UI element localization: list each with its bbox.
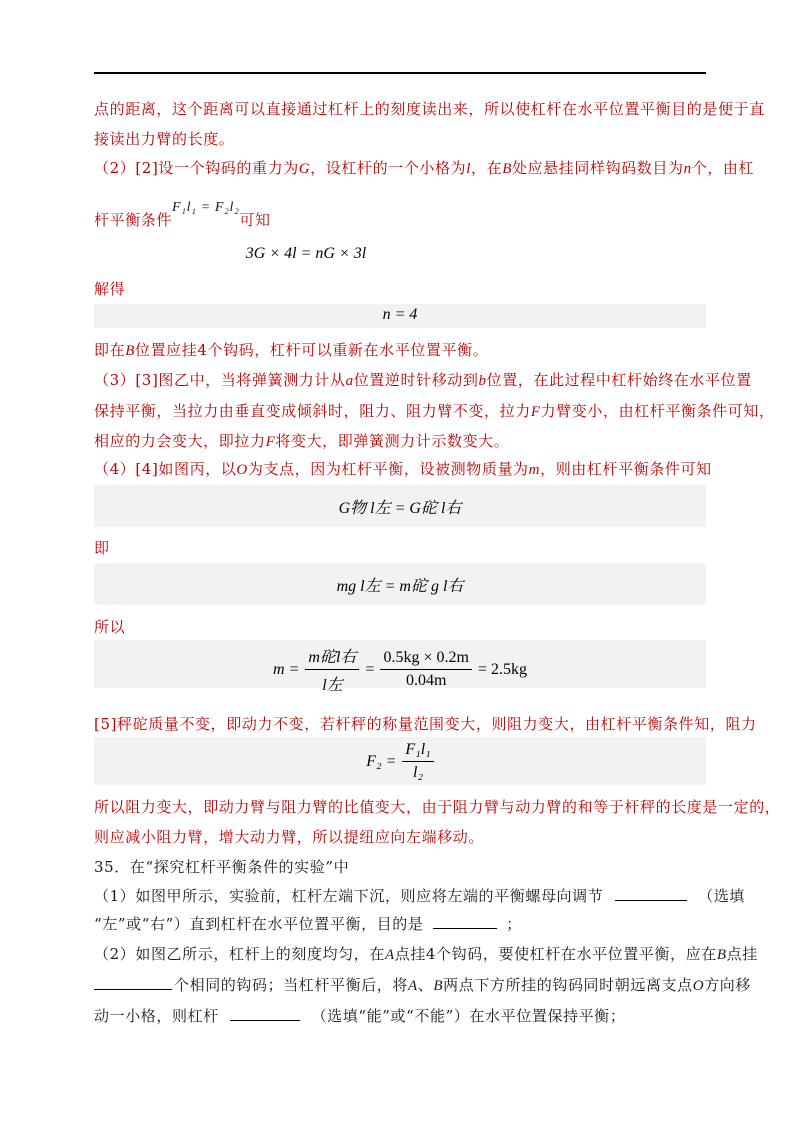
question-line: 动一小格，则杠杆 （选填“能”或“不能”）在水平位置保持平衡； [94,1007,626,1025]
answer-line: [5]秤砣质量不变，即动力不变，若杆秤的称量范围变大，则阻力变大，由杠杆平衡条件知，阻力 [94,715,757,733]
equation: F₂ = $\frac{\text{F₁l₁}}{\text{l₂}}$ [94,741,706,782]
question-line: （2）如图乙所示，杠杆上的刻度均匀，在A点挂4个钩码，要使杠杆在水平位置平衡，应在B点挂 [94,945,758,963]
header-rule [94,72,706,74]
answer-line: 相应的力会变大，即拉力F将变大，即弹簧测力计示数变大。 [94,432,510,450]
answer-line: 所以阻力变大，即动力臂与阻力臂的比值变大，由于阻力臂与动力臂的和等于杆秤的长度是一定的， [94,798,781,816]
equation-box [94,485,706,527]
answer-line: 接读出力臂的长度。 [94,130,235,148]
equation: G物 l左 = G砣 l右 [338,500,462,517]
answer-line: （3）[3]图乙中，当将弹簧测力计从a位置逆时针移动到b位置，在此过程中杠杆始终在水平位置 [94,371,752,389]
equation: 3G × 4l = nG × 3l [245,245,367,262]
answer-line: 解得 [94,280,126,298]
answer-line: （4）[4]如图丙，以O为支点，因为杠杆平衡，设被测物质量为m，则由杠杆平衡条件可知 [94,460,712,478]
question-line: 个相同的钩码；当杠杆平衡后，将A、B两点下方所挂的钩码同时朝远离支点O方向移 [94,975,706,996]
equation: m = $\frac{\text{m砣l右}}{\text{l左}}$ = $\frac{0.5kg \times 0.2m}{0.04m}$ = 2.5kg [94,644,706,695]
answer-blank[interactable] [94,975,172,990]
answer-line: （2）[2]设一个钩码的重力为G，设杠杆的一个小格为l，在B处应悬挂同样钩码数目为n个，由杠 [94,159,755,177]
equation-box [94,640,706,694]
question-title: 35．在“探究杠杆平衡条件的实验”中 [94,858,350,876]
answer-line: 即在B位置应挂4个钩码，杠杆可以重新在水平位置平衡。 [94,341,489,359]
answer-blank[interactable] [433,914,497,929]
answer-line: 则应减小阻力臂，增大动力臂，所以提纽应向左端移动。 [94,828,485,846]
answer-line: 所以 [94,618,126,636]
equation-box [94,737,706,785]
answer-line: 点的距离，这个距离可以直接通过杠杆上的刻度读出来，所以使杠杆在水平位置平衡目的是便于直 [94,100,765,118]
answer-blank[interactable] [230,1006,300,1021]
answer-line: 杆平衡条件F₁l₁ = F₂l₂可知 [94,200,271,229]
balance-formula: F₁l₁ = F₂l₂ [172,200,240,215]
answer-blank[interactable] [615,886,687,901]
question-line: “左”或“右”）直到杠杆在水平位置平衡，目的是 ； [94,915,522,933]
equation-box [94,563,706,605]
equation: mg l左 = m砣 g l右 [336,578,464,595]
answer-line: 保持平衡，当拉力由垂直变成倾斜时，阻力、阻力臂不变，拉力F力臂变小，由杠杆平衡条件可知， [94,402,775,420]
question-line: （1）如图甲所示，实验前，杠杆左端下沉，则应将左端的平衡螺母向调节 （选填 [94,887,745,905]
answer-line: 即 [94,539,110,557]
equation-box [94,304,706,328]
equation: n = 4 [382,306,418,323]
